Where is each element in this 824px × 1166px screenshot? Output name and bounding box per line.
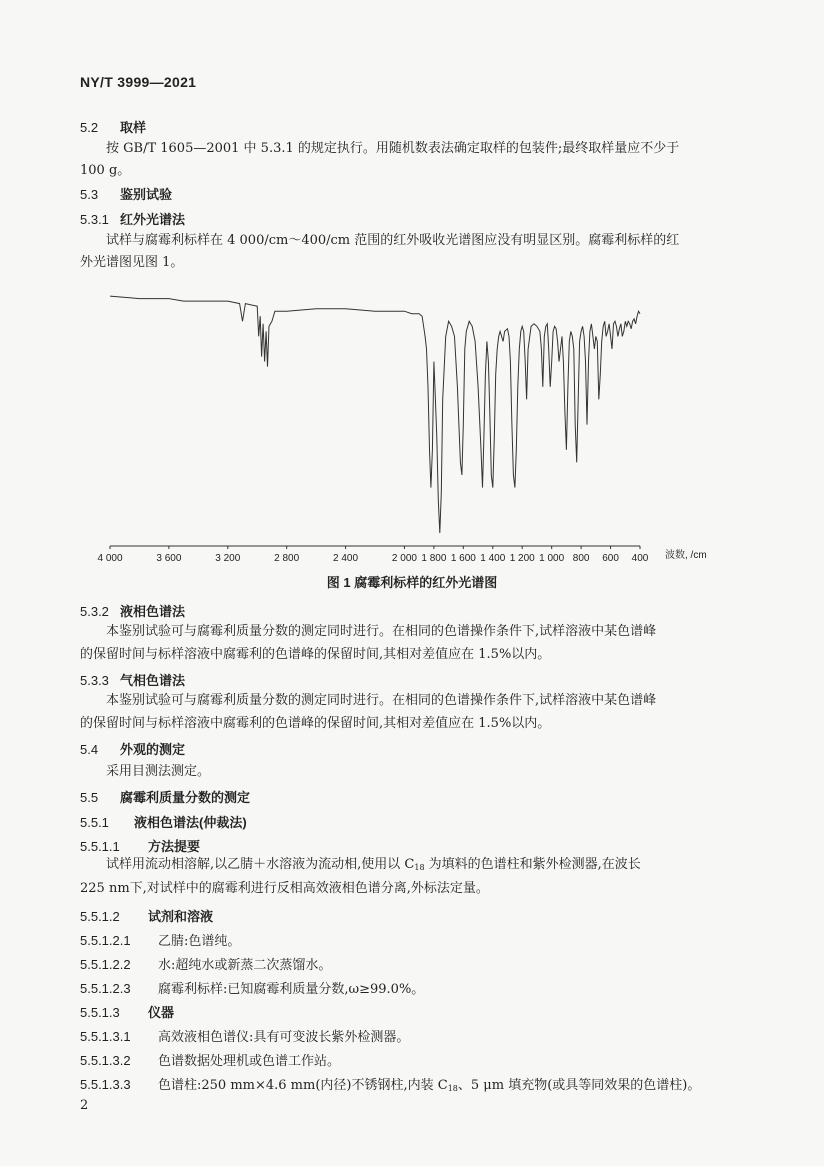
section-title: 红外光谱法 <box>120 212 186 227</box>
section-title: 外观的测定 <box>120 742 186 757</box>
subscript: 18 <box>447 1084 458 1093</box>
section-5-3-2-heading <box>80 601 185 620</box>
section-5-5-1-heading <box>80 812 247 831</box>
section-number: 5.3 <box>80 187 99 202</box>
section-5-3-1-text-line1: 试样与腐霉利标样在 4 000/cm～400/cm 范围的红外吸收光谱图应没有明显区别。腐霉利标样的红 <box>106 233 680 248</box>
item-5-5-1-2-1 <box>80 930 240 949</box>
section-number: 5.3.1 <box>80 212 109 227</box>
item-text: 腐霉利标样:已知腐霉利质量分数,ω≥99.0%。 <box>158 982 425 997</box>
section-5-5-1-1-text-line2: 225 nm下,对试样中的腐霉利进行反相高效液相色谱分离,外标法定量。 <box>80 881 489 896</box>
x-tick-label: 600 <box>602 553 619 564</box>
item-text: 乙腈:色谱纯。 <box>158 934 241 949</box>
item-number: 5.5.1.2.2 <box>80 957 131 972</box>
section-title: 液相色谱法 <box>120 604 186 619</box>
x-tick-label: 800 <box>572 553 590 564</box>
x-tick-label: 400 <box>631 553 649 564</box>
x-axis-label: 波数, /cm <box>665 550 707 561</box>
section-number: 5.4 <box>80 742 99 757</box>
section-5-3-3-heading <box>80 670 185 689</box>
section-5-3-1-text-line2: 外光谱图见图 1。 <box>80 255 184 270</box>
item-5-5-1-3-3 <box>80 1074 700 1093</box>
figure-caption: 图 1 腐霉利标样的红外光谱图 <box>326 575 498 590</box>
section-number: 5.5 <box>80 790 99 805</box>
x-tick-label: 1 400 <box>480 553 506 564</box>
section-5-3-heading <box>80 184 172 203</box>
section-title: 鉴别试验 <box>120 187 173 202</box>
section-number: 5.5.1.1 <box>80 839 120 854</box>
subscript: 18 <box>414 863 425 872</box>
item-5-5-1-3-2 <box>80 1050 340 1069</box>
item-number: 5.5.1.2.3 <box>80 981 131 996</box>
standard-code: NY/T 3999—2021 <box>80 74 197 90</box>
item-number: 5.5.1.2.1 <box>80 933 131 948</box>
x-tick-label: 3 600 <box>156 553 182 564</box>
x-tick-label: 4 000 <box>97 553 123 564</box>
section-5-5-1-2-heading <box>80 906 213 925</box>
text-part: 为填料的色谱柱和紫外检测器,在波长 <box>424 857 641 872</box>
section-title: 取样 <box>120 120 147 135</box>
section-5-4-text: 采用目测法测定。 <box>106 764 211 779</box>
section-5-3-3-text-line2: 的保留时间与标样溶液中腐霉利的色谱峰的保留时间,其相对差值应在 1.5%以内。 <box>80 716 551 731</box>
section-5-5-1-1-text-line1 <box>106 853 746 879</box>
section-number: 5.5.1.2 <box>80 909 120 924</box>
item-number: 5.5.1.3.2 <box>80 1053 131 1068</box>
text-part: 试样用流动相溶解,以乙腈＋水溶液为流动相,使用以 C <box>106 857 415 872</box>
section-number: 5.3.3 <box>80 673 109 688</box>
item-text: 高效液相色谱仪:具有可变波长紫外检测器。 <box>158 1030 410 1045</box>
section-5-3-2-text-line2: 的保留时间与标样溶液中腐霉利的色谱峰的保留时间,其相对差值应在 1.5%以内。 <box>80 647 551 662</box>
x-tick-label: 2 000 <box>391 553 417 564</box>
x-tick-label: 2 400 <box>333 553 359 564</box>
section-5-2-text-line2: 100 g。 <box>80 163 131 178</box>
x-tick-label: 2 800 <box>274 553 300 564</box>
section-number: 5.5.1.3 <box>80 1005 120 1020</box>
section-title: 腐霉利质量分数的测定 <box>120 790 251 805</box>
x-tick-label: 1 200 <box>509 553 535 564</box>
section-5-5-heading <box>80 787 250 806</box>
item-number: 5.5.1.3.3 <box>80 1077 131 1092</box>
x-tick-label: 3 200 <box>215 553 241 564</box>
section-title: 试剂和溶液 <box>148 909 214 924</box>
section-5-4-heading <box>80 739 185 758</box>
item-number: 5.5.1.3.1 <box>80 1029 131 1044</box>
section-5-3-3-text-line1: 本鉴别试验可与腐霉利质量分数的测定同时进行。在相同的色谱操作条件下,试样溶液中某色谱峰 <box>106 693 657 708</box>
section-5-2-text-line1: 按 GB/T 1605—2001 中 5.3.1 的规定执行。用随机数表法确定取样的包装件;最终取样量应不少于 <box>106 141 680 156</box>
section-5-2-heading <box>80 117 146 136</box>
section-number: 5.2 <box>80 120 99 135</box>
x-tick-label: 1 000 <box>539 553 565 564</box>
section-5-3-1-heading <box>80 209 185 228</box>
section-title: 仪器 <box>148 1005 175 1020</box>
section-title: 液相色谱法(仲裁法) <box>134 815 247 830</box>
item-text: 水:超纯水或新蒸二次蒸馏水。 <box>158 958 332 973</box>
section-number: 5.5.1 <box>80 815 109 830</box>
item-text: 色谱柱:250 mm×4.6 mm(内径)不锈钢柱,内装 C <box>158 1078 448 1093</box>
x-tick-label: 1 800 <box>421 553 447 564</box>
item-5-5-1-3-1 <box>80 1026 409 1045</box>
item-text: 色谱数据处理机或色谱工作站。 <box>158 1054 341 1069</box>
spectrum-line <box>110 296 640 533</box>
section-title: 气相色谱法 <box>120 673 186 688</box>
page-number: 2 <box>80 1098 89 1113</box>
section-5-3-2-text-line1: 本鉴别试验可与腐霉利质量分数的测定同时进行。在相同的色谱操作条件下,试样溶液中某色谱峰 <box>106 624 657 639</box>
item-5-5-1-2-3 <box>80 978 424 997</box>
ir-spectrum-chart <box>0 280 824 570</box>
section-5-5-1-3-heading <box>80 1002 174 1021</box>
section-title: 方法提要 <box>148 839 201 854</box>
section-number: 5.3.2 <box>80 604 109 619</box>
x-tick-label: 1 600 <box>450 553 476 564</box>
item-text: 、5 μm 填充物(或具等同效果的色谱柱)。 <box>457 1078 701 1093</box>
item-5-5-1-2-2 <box>80 954 331 973</box>
